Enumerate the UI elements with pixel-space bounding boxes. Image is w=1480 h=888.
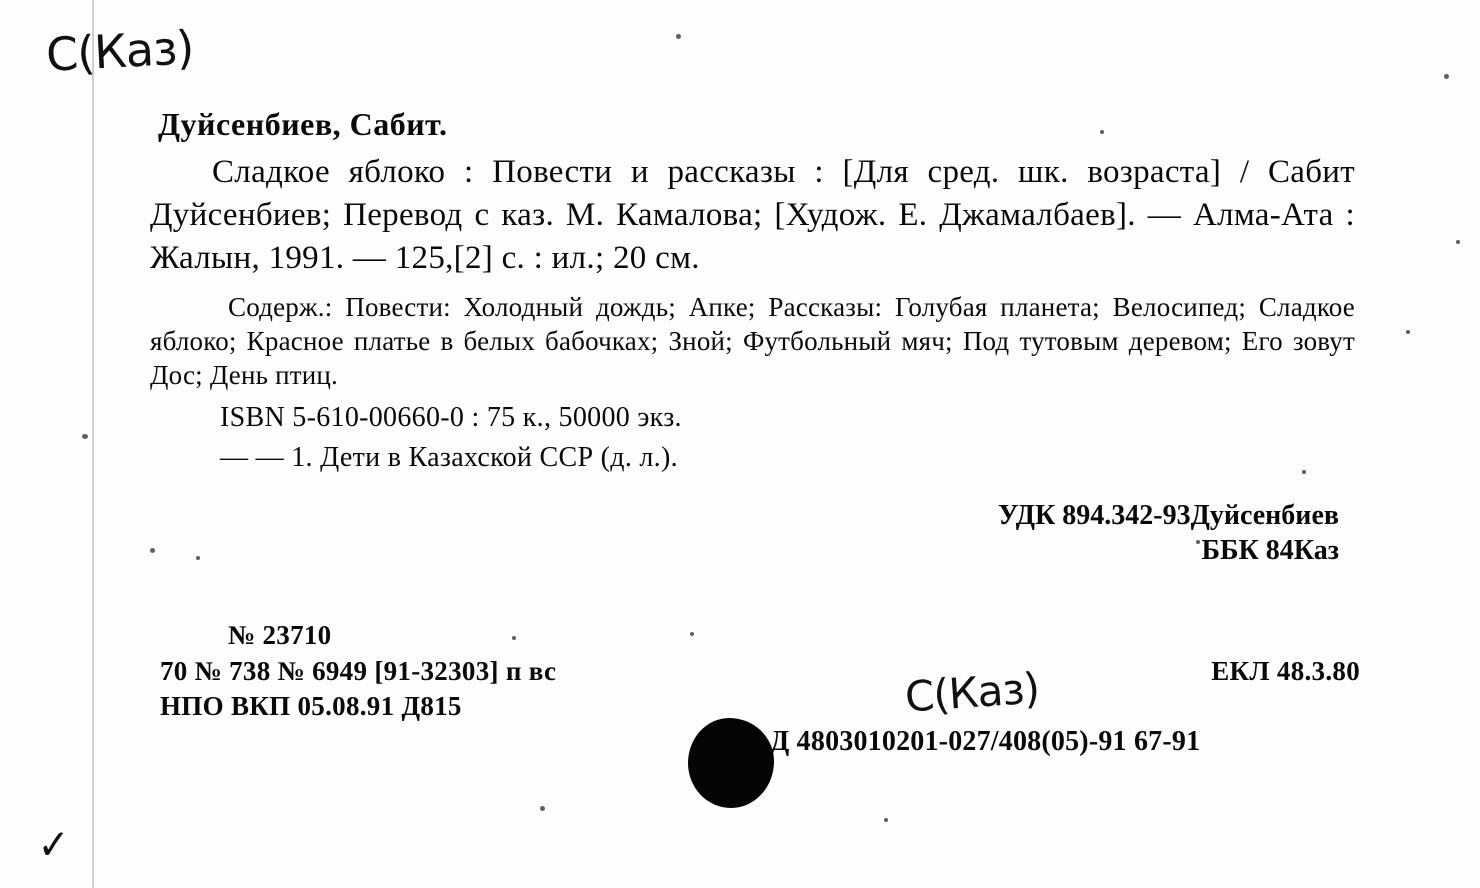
scan-speckle xyxy=(512,636,516,640)
scan-speckle xyxy=(1456,240,1460,244)
handwritten-shelfmark-top: С(Каз) xyxy=(44,20,195,82)
check-mark: ✓ xyxy=(37,820,70,869)
scan-speckle xyxy=(1100,130,1104,134)
contents-note-text: Содерж.: Повести: Холодный дождь; Апке; Рассказы: Голубая планета; Велосипед; Сладкое яблоко; Красное платье в белых бабочках; Зной; Футбольный мяч; Под тутовым деревом; Его зовут Дос; День птиц. xyxy=(150,291,1355,390)
left-margin-rule xyxy=(92,0,94,888)
scan-speckle xyxy=(1406,330,1410,334)
handwritten-shelfmark-bottom: С(Каз) xyxy=(903,663,1041,722)
scan-speckle xyxy=(82,434,88,439)
title-statement-text: Сладкое яблоко : Повести и рассказы : [Для сред. шк. возраста] / Сабит Дуйсенбиев; Перевод с каз. М. Камалова; [Худож. Е. Джамалбаев]. — Алма-Ата : Жалын, 1991. — 125,[2] с. : ил.; 20 см. xyxy=(150,154,1355,276)
scan-speckle xyxy=(150,548,155,553)
scan-speckle xyxy=(690,632,694,636)
ekl-code: ЕКЛ 48.3.80 xyxy=(1211,655,1360,686)
author-heading: Дуйсенбиев, Сабит. xyxy=(158,106,448,142)
scan-speckle xyxy=(196,556,200,560)
imprint-code: Д 4803010201-027/408(05)-91 67-91 xyxy=(770,726,1201,757)
scan-speckle xyxy=(1444,74,1449,79)
accession-number: № 23710 xyxy=(228,620,332,650)
accession-row xyxy=(160,618,1360,654)
scan-speckle xyxy=(676,34,681,39)
scan-speckle xyxy=(1196,540,1200,544)
subject-heading: — — 1. Дети в Казахской ССР (д. л.). xyxy=(220,441,678,473)
bibliographic-record xyxy=(150,106,1355,568)
ledger-row xyxy=(160,654,1360,690)
ink-blot xyxy=(688,718,774,808)
udk-number: УДК 894.342-93Дуйсенбиев xyxy=(997,499,1339,531)
ledger-codes: 70 № 738 № 6949 [91-32303] п вс xyxy=(160,655,557,686)
supplier-line: НПО ВКП 05.08.91 Д815 xyxy=(160,691,462,722)
scan-speckle xyxy=(884,818,888,822)
scan-speckle xyxy=(540,806,545,811)
isbn-line: ISBN 5-610-00660-0 : 75 к., 50000 экз. xyxy=(220,401,682,433)
scan-speckle xyxy=(1302,470,1306,474)
ledger-block xyxy=(160,618,1360,725)
contents-note xyxy=(150,290,1355,392)
title-statement xyxy=(150,151,1355,280)
bbk-number: ББК 84Каз xyxy=(1201,534,1339,566)
supplier-row xyxy=(160,689,1360,725)
classification-block xyxy=(150,498,1355,568)
